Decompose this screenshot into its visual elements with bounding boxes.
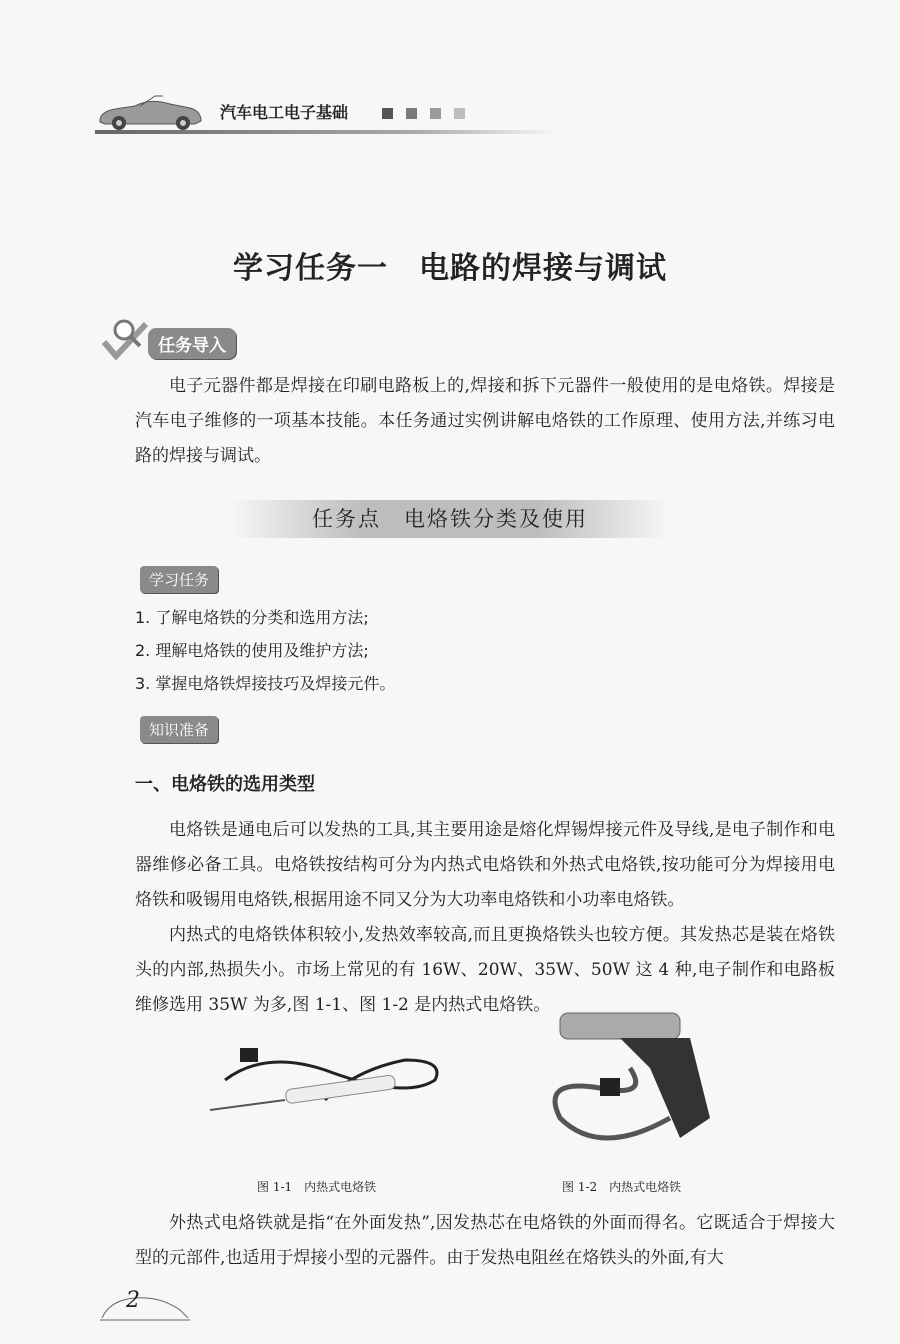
page-number-car-outline-icon (100, 1288, 190, 1328)
paragraph: 内热式的电烙铁体积较小,发热效率较高,而且更换烙铁头也较方便。其发热芯是装在烙铁头的内部,热损失小。市场上常见的有 16W、20W、35W、50W 这 4 种,电子制作和电路板维修选用 35W 为多,图 1-1、图 1-2 是内热式电烙铁。 (135, 925, 835, 1015)
magnifier-check-icon (100, 316, 154, 362)
intro-paragraph (135, 369, 835, 474)
soldering-iron-image-1 (205, 1040, 455, 1160)
list-item: 1. 了解电烙铁的分类和选用方法; (135, 608, 369, 627)
page-number: 2 (126, 1288, 140, 1313)
soldering-iron-image-2 (540, 1008, 840, 1168)
list-item: 2. 理解电烙铁的使用及维护方法; (135, 641, 369, 660)
running-header (95, 88, 555, 136)
paragraph: 电子元器件都是焊接在印刷电路板上的,焊接和拆下元器件一般使用的是电烙铁。焊接是汽车电子维修的一项基本技能。本任务通过实例讲解电烙铁的工作原理、使用方法,并练习电路的焊接与调试。 (135, 376, 835, 466)
knowledge-badge: 知识准备 (140, 716, 218, 743)
header-square (406, 108, 417, 119)
section-heading: 一、电烙铁的选用类型 (135, 774, 315, 795)
header-square (454, 108, 465, 119)
book-title: 汽车电工电子基础 (220, 103, 349, 122)
paragraph: 外热式电烙铁就是指“在外面发热”,因发热芯在电烙铁的外面而得名。它既适合于焊接大型的元部件,也适用于焊接小型的元器件。由于发热电阻丝在烙铁头的外面,有大 (135, 1213, 835, 1268)
car-logo-icon (95, 92, 205, 132)
page-title: 学习任务一 电路的焊接与调试 (233, 251, 667, 286)
paragraph: 电烙铁是通电后可以发热的工具,其主要用途是熔化焊锡焊接元件及导线,是电子制作和电器维修必备工具。电烙铁按结构可分为内热式电烙铁和外热式电烙铁,按功能可分为焊接用电烙铁和吸锡用电烙铁,根据用途不同又分为大功率电烙铁和小功率电烙铁。 (135, 820, 835, 910)
continuation-paragraph (135, 1206, 835, 1276)
header-rule (95, 130, 555, 134)
list-item: 3. 掌握电烙铁焊接技巧及焊接元件。 (135, 674, 396, 693)
intro-badge: 任务导入 (148, 328, 236, 359)
learning-task-list (135, 601, 395, 700)
figure-caption: 图 1-1 内热式电烙铁 (257, 1180, 377, 1194)
knowledge-paragraphs (135, 813, 835, 1023)
header-square (382, 108, 393, 119)
learning-tasks-badge: 学习任务 (140, 566, 218, 593)
header-square (430, 108, 441, 119)
task-point-banner: 任务点 电烙铁分类及使用 (230, 500, 670, 538)
figure-caption: 图 1-2 内热式电烙铁 (562, 1180, 682, 1194)
